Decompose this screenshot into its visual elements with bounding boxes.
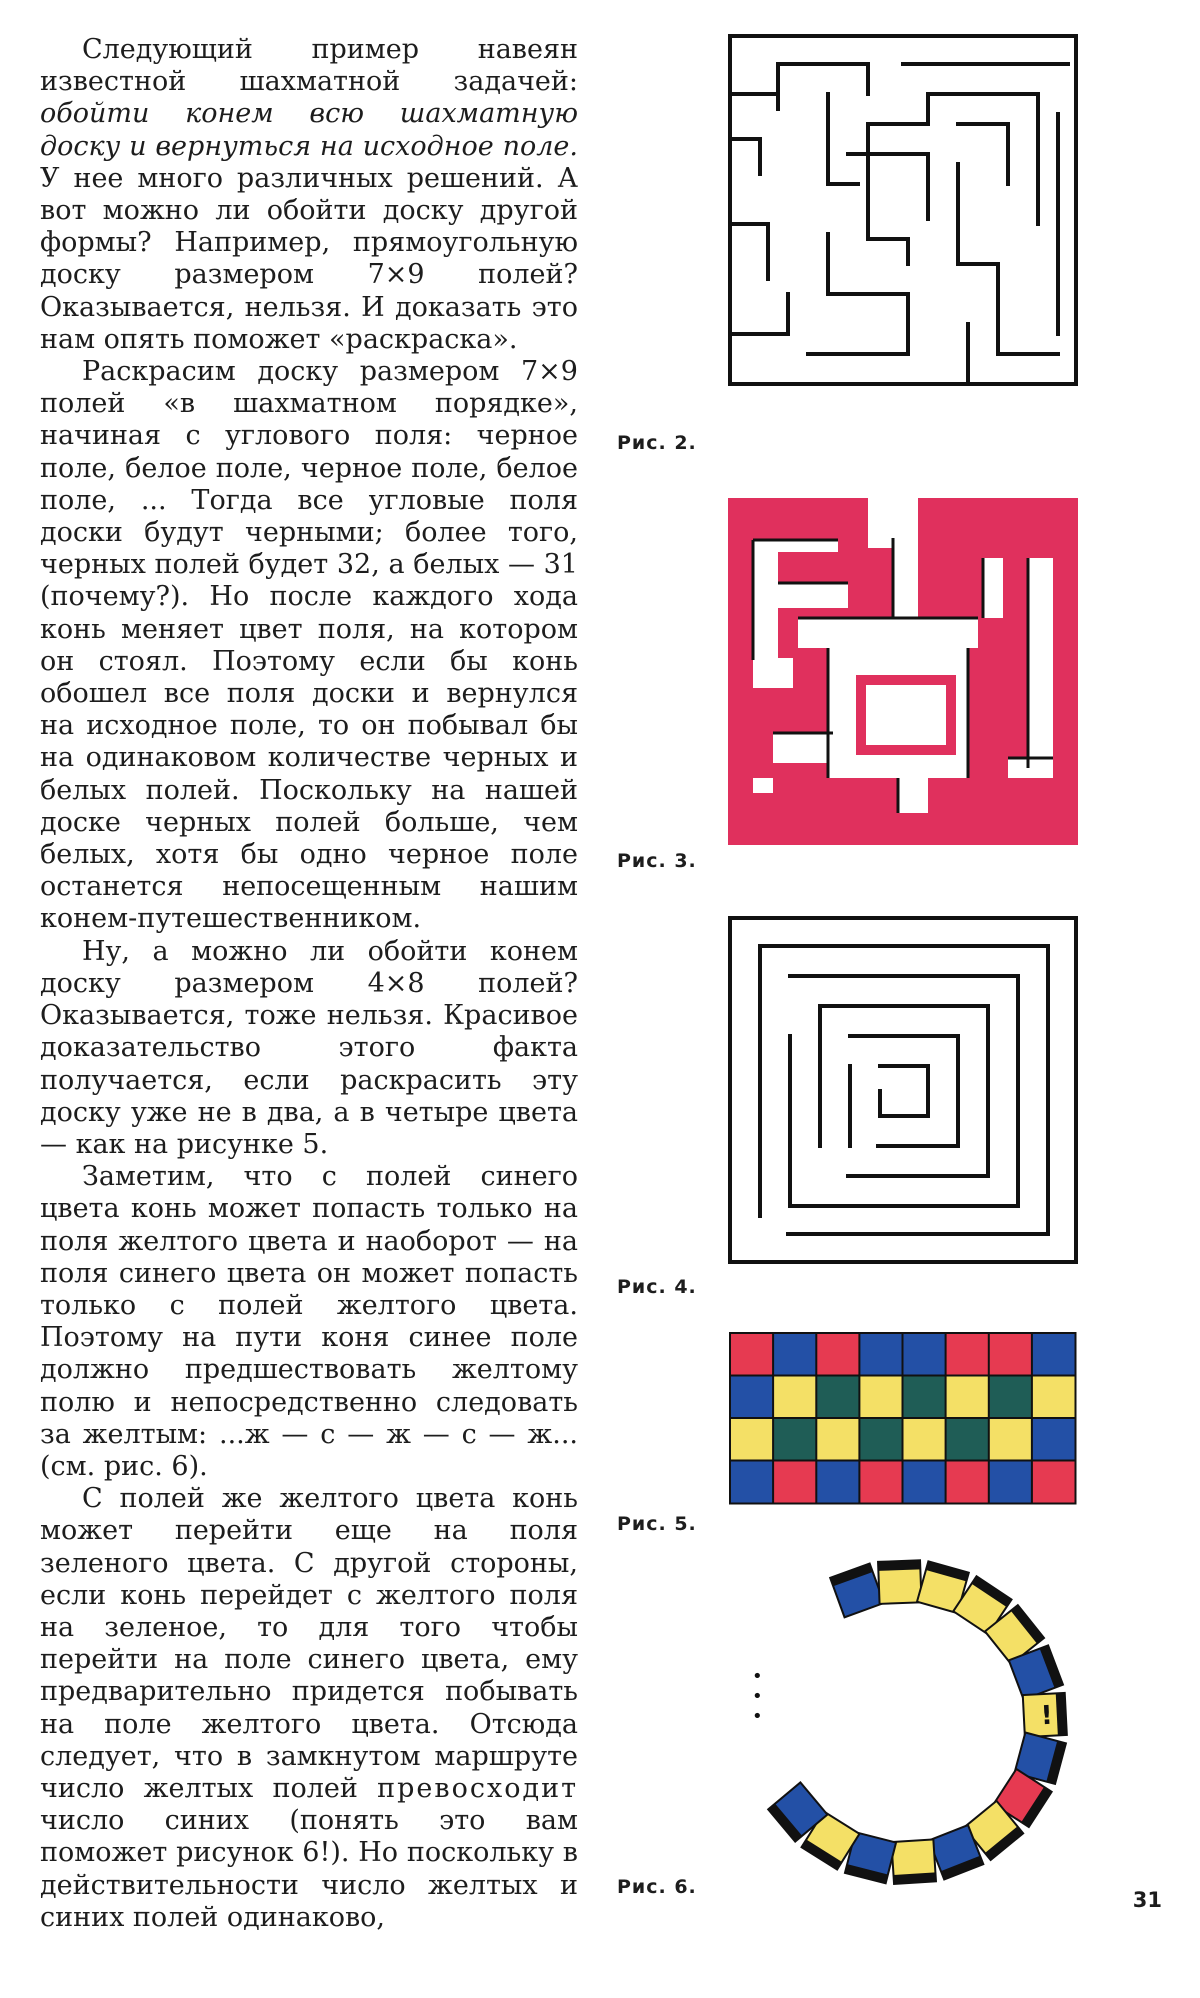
exclamation-mark: !: [1040, 1700, 1054, 1732]
board-cell-blue: [1032, 1418, 1076, 1461]
board-cell-blue: [730, 1461, 774, 1504]
board-cell-red: [730, 1333, 774, 1376]
ring-tile-yellow-alert: [1023, 1693, 1067, 1737]
board-cell-yellow: [989, 1418, 1033, 1461]
board-cell-blue: [773, 1333, 817, 1376]
board-cell-green: [903, 1376, 947, 1419]
board-cell-blue: [859, 1333, 903, 1376]
paragraph-1: Следующий пример навеян известной шахматной задачей: обойти конем всю шахматную доску и вернуться на исходное поле. У нее много различных решений. А вот можно ли обойти доску другой формы? Например, прямоугольную доску размером 7×9 полей? Оказывается, нельзя. И доказать это нам опять поможет «раскраска».: [40, 34, 578, 355]
board-cell-blue: [1032, 1333, 1076, 1376]
maze-walls: [730, 918, 1076, 1262]
board-cell-blue: [730, 1376, 774, 1419]
board-cell-yellow: [903, 1418, 947, 1461]
board-cell-yellow: [946, 1376, 990, 1419]
spaced-emphasis: превосходит: [377, 1772, 578, 1804]
fig6-dots-left: • • •: [752, 1666, 763, 1727]
board-cell-green: [859, 1418, 903, 1461]
board-cell-blue: [989, 1461, 1033, 1504]
board-cell-yellow: [773, 1376, 817, 1419]
ring-tile-blue: [830, 1563, 884, 1617]
fig4-maze: [728, 916, 1078, 1264]
board-cell-red: [989, 1333, 1033, 1376]
paragraph-5: С полей же желтого цвета конь может перейти еще на поля зеленого цвета. С другой стороны, если конь перейдет с желтого поля на зеленое, то для того чтобы перейти на поле синего цвета, ему предварительно придется побывать на поле желтого цвета. Отсюда следует, что в замкнутом маршруте число желтых полей превосходит число синих (понять это вам поможет рисунок 6!). Но поскольку в действительности число желтых и синих полей одинаково,: [40, 1483, 578, 1933]
fig3-maze: [728, 498, 1078, 845]
paragraph-2: Раскрасим доску размером 7×9 полей «в шахматном порядке», начиная с углового поля: черное поле, белое поле, черное поле, белое поле, ... Тогда все угловые поля доски будут черными; более того, черных полей будет 32, а белых — 31 (почему?). Но после каждого хода конь меняет цвет поля, на котором он стоял. Поэтому если бы конь обошел все поля доски и вернулся на исходное поле, то он побывал бы на одинаковом количестве черных и белых полей. Поскольку на нашей доске черных полей больше, чем белых, хотя бы одно черное поле останется непосещенным нашим конем-путешественником.: [40, 356, 578, 935]
board-cell-red: [1032, 1461, 1076, 1504]
board-cell-yellow: [1032, 1376, 1076, 1419]
maze-walls: [730, 36, 1076, 384]
board-cell-green: [946, 1418, 990, 1461]
ring-tile-yellow: [891, 1839, 936, 1884]
paragraph-3: Ну, а можно ли обойти конем доску размером 4×8 полей? Оказывается, тоже нельзя. Красивое доказательство этого факта получается, если раскрасить эту доску уже не в два, а в четыре цвета — как на рисунке 5.: [40, 935, 578, 1160]
board-cell-green: [773, 1418, 817, 1461]
body-text: [40, 34, 578, 1934]
page-number: 31: [1132, 1888, 1162, 1912]
fig6-ring: [720, 1552, 1090, 1902]
board-cell-blue: [816, 1461, 860, 1504]
fig3-caption: Рис. 3.: [617, 850, 697, 872]
fig2-maze: [728, 34, 1078, 386]
board-cell-green: [989, 1376, 1033, 1419]
board-cell-green: [816, 1376, 860, 1419]
fig2-caption: Рис. 2.: [617, 432, 697, 454]
fig6-caption: Рис. 6.: [617, 1876, 697, 1898]
fig4-caption: Рис. 4.: [617, 1276, 697, 1298]
board-cell-red: [859, 1461, 903, 1504]
board-cell-red: [946, 1461, 990, 1504]
task-statement: обойти конем всю шахматную доску и вернуться на исходное поле.: [40, 98, 578, 162]
board-cell-yellow: [859, 1376, 903, 1419]
fig5-board: [730, 1333, 1075, 1503]
fig5-caption: Рис. 5.: [617, 1513, 697, 1535]
board-cell-red: [946, 1333, 990, 1376]
board-cell-blue: [903, 1333, 947, 1376]
ring-tile-yellow: [878, 1560, 922, 1604]
board-cell-red: [816, 1333, 860, 1376]
board-cell-blue: [903, 1461, 947, 1504]
board-cell-yellow: [730, 1418, 774, 1461]
paragraph-4: Заметим, что с полей синего цвета конь может попасть только на поля желтого цвета и наоборот — на поля синего цвета он может попасть только с полей желтого цвета. Поэтому на пути коня синее поле должно предшествовать желтому полю и непосредственно следовать за желтым: ...ж — с — ж — с — ж... (см. рис. 6).: [40, 1161, 578, 1482]
board-cell-yellow: [816, 1418, 860, 1461]
board-cell-red: [773, 1461, 817, 1504]
